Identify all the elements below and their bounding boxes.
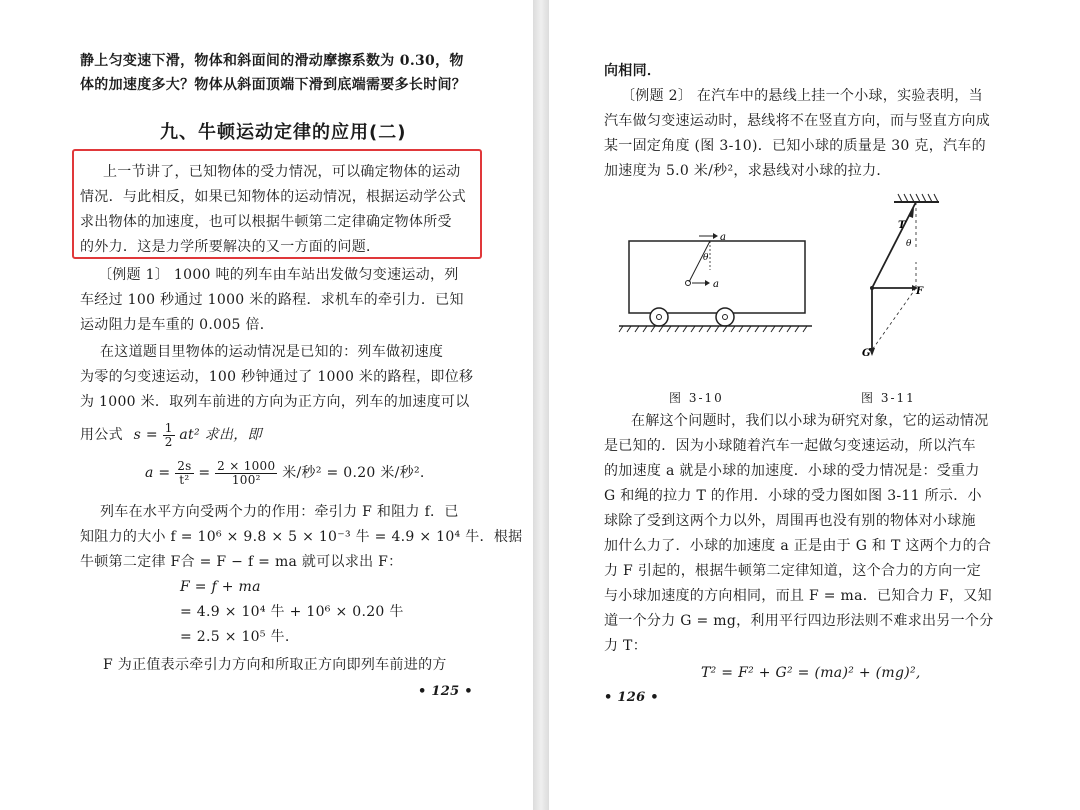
formula-line [145, 456, 425, 490]
equation: T² = F² + G² = (ma)² + (mg)², [701, 665, 921, 681]
text-line: 列车在水平方向受两个力的作用：牵引力 F 和阻力 f．已 [100, 504, 459, 520]
ball [870, 286, 874, 290]
calc-line: = 2.5 × 10⁵ 牛. [180, 629, 290, 645]
text-line: 是已知的．因为小球随着汽车一起做匀变速运动，所以汽车 [604, 438, 976, 454]
label-theta: θ [703, 253, 709, 263]
fraction-numerator: 2s [177, 458, 192, 473]
text-line: 上一节讲了，已知物体的受力情况，可以确定物体的运动 [103, 164, 461, 180]
formula-text: 米/秒² = 0.20 米/秒². [282, 465, 425, 481]
pendulum-ball [686, 281, 691, 286]
page-number: • 125 • [418, 684, 473, 699]
arrow-head [705, 280, 710, 286]
wheel-left [650, 308, 668, 326]
text-line: 球除了受到这两个力以外，周围再也没有别的物体对小球施 [604, 513, 976, 529]
text-line: 与小球加速度的方向相同，而且 F = ma．已知合力 F，又知 [604, 588, 992, 604]
text-line: 的外力．这是力学所要解决的又一方面的问题． [80, 239, 381, 255]
ground-hatch [619, 326, 807, 332]
text-line: 体的加速度多大？物体从斜面顶端下滑到底端需要多长时间？ [80, 77, 467, 93]
page-number: • 126 • [604, 690, 659, 705]
text-line: F 为正值表示牵引力方向和所取正方向即列车前进的方 [103, 657, 447, 673]
text-line: 在解这个问题时，我们以小球为研究对象，它的运动情况 [631, 413, 989, 429]
label-G: G [862, 348, 871, 359]
text-line: 〔例题 1〕 1000 吨的列车由车站出发做匀变速运动，列 [98, 267, 459, 283]
formula-text: a = [145, 465, 171, 481]
label-a-top: a [720, 232, 726, 243]
text-line: 汽车做匀变速运动时，悬线将不在竖直方向，而与竖直方向成 [604, 113, 991, 129]
text-line: 车经过 100 秒通过 1000 米的路程．求机车的牵引力．已知 [80, 292, 464, 308]
fraction [215, 460, 277, 487]
text-line: 〔例题 2〕 在汽车中的悬线上挂一个小球，实验表明，当 [621, 88, 983, 104]
figure-3-11 [854, 190, 944, 370]
text-line: 静上匀变速下滑，物体和斜面间的滑动摩擦系数为 0.30，物 [80, 53, 464, 69]
parallelogram-dashed [872, 288, 916, 350]
formula-text: s = [133, 427, 158, 443]
text-line: 力 T： [604, 638, 647, 654]
left-page [0, 0, 533, 810]
wheel-right [716, 308, 734, 326]
label-a-ball: a [713, 279, 719, 290]
section-title: 九、牛顿运动定律的应用(二) [160, 122, 407, 143]
fraction-denominator: t² [179, 472, 190, 487]
fraction-numerator: 1 [164, 420, 173, 435]
text-line: 求出物体的加速度，也可以根据牛顿第二定律确定物体所受 [80, 214, 452, 230]
calc-line: = 4.9 × 10⁴ 牛 + 10⁶ × 0.20 牛 [180, 604, 404, 620]
formula-text: = [198, 465, 211, 481]
figure-3-10 [617, 220, 817, 340]
fraction [175, 460, 193, 487]
book-gutter [533, 0, 549, 810]
figure-caption: 图 3-11 [861, 391, 916, 405]
text-line: 在这道题目里物体的运动情况是已知的：列车做初速度 [100, 344, 444, 360]
formula-text: 用公式 [80, 427, 123, 443]
fraction [163, 422, 175, 449]
label-T: T [898, 220, 906, 231]
text-line: 知阻力的大小 f = 10⁶ × 9.8 × 5 × 10⁻³ 牛 = 4.9 × 10⁴ 牛．根据 [80, 529, 523, 545]
right-page [549, 0, 1080, 810]
fraction-numerator: 2 × 1000 [217, 458, 276, 473]
text-line: 力 F 引起的，根据牛顿第二定律知道，这个合力的方向一定 [604, 563, 982, 579]
text-line: 向相同． [604, 63, 662, 79]
text-line: 运动阻力是车重的 0.005 倍． [80, 317, 275, 333]
label-theta: θ [906, 239, 912, 249]
text-line: 加速度为 5.0 米/秒²，求悬线对小球的拉力． [604, 163, 891, 179]
calc-line: F = f + ma [180, 579, 261, 595]
text-line: 道一个分力 G = mg，利用平行四边形法则不难求出另一个分 [604, 613, 994, 629]
car-body [629, 241, 805, 313]
text-line: 为 1000 米．取列车前进的方向为正方向，列车的加速度可以 [80, 394, 470, 410]
figure-caption: 图 3-10 [669, 391, 724, 405]
text-line: 的加速度 a 就是小球的加速度．小球的受力情况是：受重力 [604, 463, 980, 479]
text-line: 情况．与此相反，如果已知物体的运动情况，根据运动学公式 [80, 189, 467, 205]
text-line: 加什么力了．小球的加速度 a 正是由于 G 和 T 这两个力的合 [604, 538, 992, 554]
text-line: 某一固定角度 (图 3-10)．已知小球的质量是 30 克，汽车的 [604, 138, 986, 154]
text-line: 为零的匀变速运动，100 秒钟通过了 1000 米的路程，即位移 [80, 369, 474, 385]
formula-text: at² 求出，即 [179, 427, 262, 443]
text-line: G 和绳的拉力 T 的作用．小球的受力图如图 3-11 所示．小 [604, 488, 982, 504]
ceiling-hatch [898, 194, 938, 202]
fraction-denominator: 100² [231, 472, 261, 487]
label-F: F [916, 286, 924, 297]
fraction-denominator: 2 [164, 434, 173, 449]
text-line: 牛顿第二定律 F合 = F − f = ma 就可以求出 F： [80, 554, 403, 570]
formula-line [80, 418, 262, 452]
arrow-head [713, 233, 718, 239]
